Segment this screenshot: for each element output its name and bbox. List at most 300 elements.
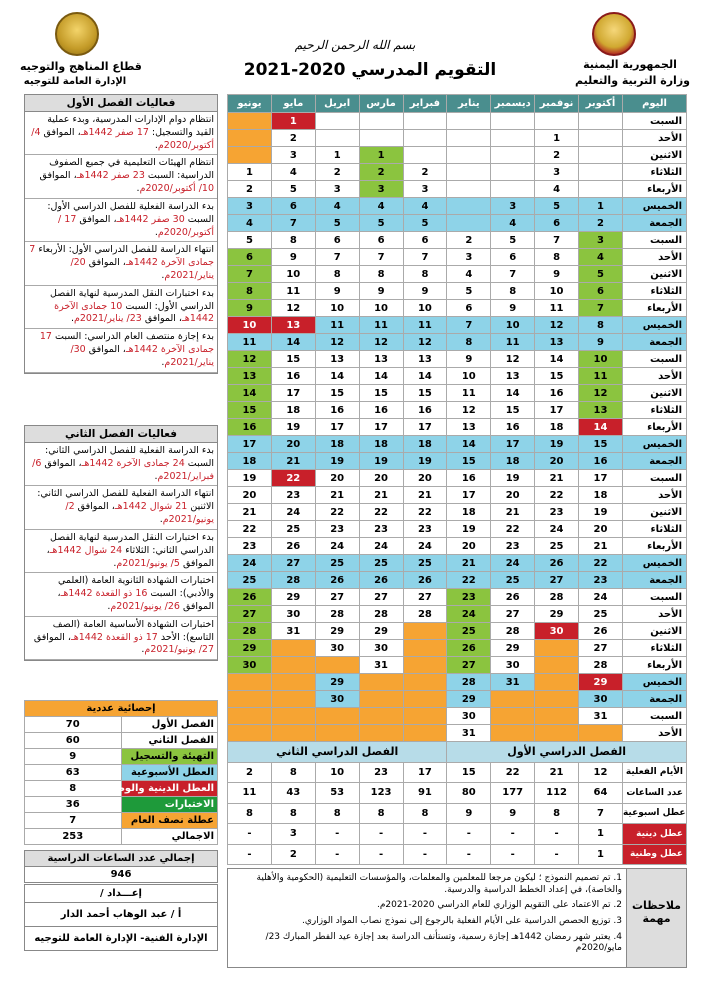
stats-label: عطلة نصف العام (121, 813, 218, 829)
calendar-day-cell: 7 (315, 249, 359, 266)
calendar-day-cell: 2 (271, 130, 315, 147)
calendar-day-cell (447, 215, 491, 232)
page-header (0, 0, 707, 92)
weekday-label: السبت (623, 708, 687, 725)
calendar-day-cell (535, 725, 579, 742)
summary-value: 64 (579, 783, 623, 804)
calendar-day-cell: 21 (579, 538, 623, 555)
calendar-day-cell: 11 (403, 317, 447, 334)
stats-value: 9 (25, 749, 122, 765)
calendar-row (228, 674, 687, 691)
hijri-date: 17 ذو القعدة 1442هـ (70, 631, 158, 643)
calendar-day-cell: 9 (315, 283, 359, 300)
calendar-day-cell: 21 (447, 555, 491, 572)
stats-value: 7 (25, 813, 122, 829)
calendar-day-cell: 6 (491, 249, 535, 266)
calendar-day-cell: 1 (359, 147, 403, 164)
calendar-day-cell: 25 (228, 572, 272, 589)
summary-row-label: عطل دينية (622, 824, 686, 845)
event-text: . (159, 514, 163, 526)
hijri-date: 21 شوال 1442هـ (114, 501, 188, 513)
calendar-row (228, 606, 687, 623)
calendar-day-cell: 4 (271, 164, 315, 181)
calendar-day-cell: 29 (271, 589, 315, 606)
calendar-day-cell (315, 657, 359, 674)
calendar-table (227, 94, 687, 742)
calendar-row (228, 538, 687, 555)
calendar-day-cell (579, 147, 623, 164)
calendar-day-cell: 9 (579, 334, 623, 351)
gregorian-date: 6/ فبراير/2021م (32, 457, 214, 482)
weekday-label: السبت (623, 470, 687, 487)
summary-value: 177 (491, 783, 535, 804)
calendar-day-cell (447, 181, 491, 198)
calendar-day-cell (271, 674, 315, 691)
calendar-row (228, 164, 687, 181)
calendar-row (228, 198, 687, 215)
weekday-label: السبت (623, 232, 687, 249)
calendar-day-cell: 26 (271, 538, 315, 555)
calendar-day-cell: 14 (579, 419, 623, 436)
calendar-day-cell: 17 (535, 402, 579, 419)
calendar-day-cell: 27 (535, 572, 579, 589)
event-item (25, 286, 217, 329)
calendar-day-cell (447, 113, 491, 130)
weekday-label: الأحد (623, 725, 687, 742)
calendar-day-cell: 12 (403, 334, 447, 351)
calendar-day-cell (271, 640, 315, 657)
calendar-day-cell: 25 (315, 555, 359, 572)
weekday-label: الاثنين (623, 385, 687, 402)
calendar-day-cell: 4 (491, 215, 535, 232)
stats-label: العطل الدينية والوطنية (121, 781, 218, 797)
calendar-day-cell: 14 (535, 351, 579, 368)
calendar-day-cell (315, 113, 359, 130)
calendar-day-cell: 23 (403, 521, 447, 538)
calendar-day-cell: 29 (491, 640, 535, 657)
calendar-day-cell (579, 725, 623, 742)
calendar-day-cell: 31 (359, 657, 403, 674)
calendar-row (228, 215, 687, 232)
calendar-day-cell: 6 (403, 232, 447, 249)
calendar-day-cell: 3 (271, 147, 315, 164)
event-text: . (161, 356, 165, 368)
event-text: بدء الدراسة الفعلية للفصل الدراسي الثاني: السبت (45, 445, 214, 469)
calendar-day-cell: 28 (228, 623, 272, 640)
summary-value: 12 (579, 762, 623, 783)
weekday-label: الأحد (623, 130, 687, 147)
total-hours-label: إجمالي عدد الساعات الدراسية (25, 851, 217, 867)
calendar-day-cell (535, 674, 579, 691)
summary-value: - (228, 844, 272, 865)
calendar-day-cell (403, 674, 447, 691)
page-title: التقويم المدرسي 2020-2021 (243, 60, 497, 80)
calendar-day-cell: 25 (491, 572, 535, 589)
calendar-row (228, 708, 687, 725)
calendar-day-cell: 13 (535, 334, 579, 351)
calendar-day-cell: 23 (447, 589, 491, 606)
calendar-day-cell: 16 (403, 402, 447, 419)
calendar-day-cell: 8 (359, 266, 403, 283)
calendar-row (228, 589, 687, 606)
stats-value: 60 (25, 733, 122, 749)
event-text: ، الموافق (85, 257, 126, 269)
prepared-by-name: أ / عبد الوهاب أحمد الدار (25, 903, 217, 927)
hijri-date: 24 جمادى الآخرة 1442هـ (81, 457, 185, 469)
calendar-day-cell: 2 (315, 164, 359, 181)
weekday-label: السبت (623, 351, 687, 368)
calendar-day-cell (359, 708, 403, 725)
calendar-day-cell: 22 (447, 572, 491, 589)
yemen-eagle-emblem-icon (592, 12, 636, 56)
stats-label: الاختبارات (121, 797, 218, 813)
summary-row (228, 783, 687, 804)
calendar-day-cell: 19 (271, 419, 315, 436)
calendar-day-cell: 26 (403, 572, 447, 589)
calendar-day-cell: 8 (579, 317, 623, 334)
calendar-day-cell (271, 657, 315, 674)
summary-row (228, 824, 687, 845)
calendar-day-cell: 25 (271, 521, 315, 538)
hijri-date: 24 شوال 1442هـ (49, 544, 123, 556)
summary-value: 8 (271, 803, 315, 824)
summary-value: 7 (579, 803, 623, 824)
calendar-day-cell: 25 (535, 538, 579, 555)
calendar-day-cell: 20 (228, 487, 272, 504)
summary-value: 112 (535, 783, 579, 804)
calendar-day-cell: 26 (579, 623, 623, 640)
calendar-day-cell: 12 (535, 317, 579, 334)
calendar-day-cell: 14 (359, 368, 403, 385)
calendar-day-cell: 5 (579, 266, 623, 283)
calendar-day-cell: 31 (271, 623, 315, 640)
calendar-day-cell: 27 (271, 555, 315, 572)
gregorian-date: 17 / أكتوبر/2020م (58, 213, 214, 238)
calendar-day-cell: 22 (491, 521, 535, 538)
calendar-day-cell: 20 (535, 453, 579, 470)
summary-value: - (403, 844, 447, 865)
calendar-day-cell: 20 (491, 487, 535, 504)
calendar-day-cell: 5 (447, 283, 491, 300)
summary-value: 22 (491, 762, 535, 783)
calendar-day-cell (403, 147, 447, 164)
event-text: انتظام دوام الإدارات المدرسية، وبدء عملية القيد والتسجيل: (47, 114, 214, 138)
gregorian-date: 5/ يونيو/2021م (116, 557, 180, 569)
calendar-day-cell: 18 (315, 436, 359, 453)
event-item (25, 199, 217, 242)
calendar-day-cell: 28 (447, 674, 491, 691)
calendar-day-cell: 1 (271, 113, 315, 130)
calendar-day-cell: 22 (579, 555, 623, 572)
event-text: بدء الدراسة الفعلية للفصل الدراسي الأول: السبت (47, 200, 214, 225)
gregorian-date: 30/ يناير/2021م (70, 344, 214, 368)
calendar-day-cell: 2 (579, 215, 623, 232)
calendar-row (228, 130, 687, 147)
right-header-line2: وزارة التربية والتعليم (575, 74, 690, 87)
weekday-label: الجمعة (623, 334, 687, 351)
calendar-day-cell: 11 (535, 300, 579, 317)
calendar-day-cell (491, 164, 535, 181)
calendar-day-cell: 7 (491, 266, 535, 283)
calendar-column-header: اليوم (623, 95, 687, 113)
calendar-row (228, 334, 687, 351)
hijri-date: 23 صفر 1442هـ (76, 170, 145, 182)
calendar-day-cell: 5 (228, 232, 272, 249)
calendar-day-cell: 10 (359, 300, 403, 317)
calendar-day-cell: 16 (359, 402, 403, 419)
event-text: انتهاء الدراسة للفصل الدراسي الأول: الأربعاء (35, 244, 214, 256)
weekday-label: الاثنين (623, 266, 687, 283)
note-item: 3. توزيع الحصص الدراسية على الأيام الفعلية بالرجوع إلى نموذج نصاب المواد الوزاري. (301, 916, 622, 927)
calendar-day-cell: 2 (447, 232, 491, 249)
summary-row-label: عدد الساعات (622, 783, 686, 804)
calendar-day-cell: 23 (535, 504, 579, 521)
calendar-day-cell: 31 (491, 674, 535, 691)
prepared-by-org: الإدارة الفنية- الإدارة العامة للتوجيه (34, 933, 208, 944)
note-item: 2. تم الاعتماد على التقويم الوزاري للعام الدراسي 2020-2021م. (376, 900, 622, 911)
calendar-day-cell: 10 (403, 300, 447, 317)
weekday-label: الجمعة (623, 453, 687, 470)
calendar-day-cell: 13 (271, 317, 315, 334)
calendar-day-cell: 20 (579, 521, 623, 538)
calendar-day-cell: 30 (315, 691, 359, 708)
hijri-date: 10 جمادى الآخرة 1442هـ (54, 300, 214, 325)
calendar-day-cell: 13 (579, 402, 623, 419)
weekday-label: الاثنين (623, 504, 687, 521)
calendar-day-cell: 17 (491, 436, 535, 453)
calendar-column-header: فبراير (403, 95, 447, 113)
calendar-day-cell: 4 (359, 198, 403, 215)
stats-title: إحصائية عددية (25, 701, 218, 717)
calendar-day-cell (228, 147, 272, 164)
calendar-day-cell (228, 113, 272, 130)
stats-label: الفصل الأول (121, 717, 218, 733)
event-item (25, 530, 217, 573)
calendar-day-cell: 26 (447, 640, 491, 657)
calendar-day-cell: 29 (315, 674, 359, 691)
event-item (25, 486, 217, 529)
calendar-day-cell: 12 (271, 300, 315, 317)
summary-row (228, 762, 687, 783)
calendar-day-cell (403, 130, 447, 147)
calendar-day-cell: 11 (228, 334, 272, 351)
gregorian-date: 20/ يناير/2021م (70, 257, 214, 281)
summary-value: - (403, 824, 447, 845)
summary-value: - (535, 824, 579, 845)
calendar-day-cell: 17 (228, 436, 272, 453)
event-text: ، الموافق (76, 213, 117, 225)
calendar-day-cell: 18 (271, 402, 315, 419)
calendar-day-cell: 30 (535, 623, 579, 640)
weekday-label: الأربعاء (623, 538, 687, 555)
calendar-day-cell: 4 (579, 249, 623, 266)
gregorian-date: 27/ يونيو/2021م (144, 644, 214, 656)
calendar-day-cell: 5 (271, 181, 315, 198)
term2-summary-header: الفصل الدراسي الثاني (228, 742, 447, 763)
weekday-label: الثلاثاء (623, 521, 687, 538)
calendar-row (228, 147, 687, 164)
calendar-row (228, 385, 687, 402)
calendar-day-cell: 17 (359, 419, 403, 436)
calendar-day-cell: 13 (403, 351, 447, 368)
weekday-label: الثلاثاء (623, 640, 687, 657)
calendar-day-cell (403, 708, 447, 725)
calendar-header-row (228, 95, 687, 113)
calendar-day-cell: 25 (579, 606, 623, 623)
calendar-row (228, 181, 687, 198)
calendar-day-cell: 7 (271, 215, 315, 232)
calendar-day-cell: 23 (359, 521, 403, 538)
term1-events-panel (24, 94, 218, 374)
calendar-day-cell: 27 (447, 657, 491, 674)
calendar-day-cell (271, 725, 315, 742)
calendar-row (228, 504, 687, 521)
calendar-day-cell: 19 (228, 470, 272, 487)
event-text: ، الموافق (85, 344, 126, 355)
calendar-day-cell (535, 640, 579, 657)
calendar-day-cell: 19 (491, 470, 535, 487)
calendar-day-cell: 30 (315, 640, 359, 657)
calendar-day-cell (228, 708, 272, 725)
calendar-day-cell: 16 (271, 368, 315, 385)
calendar-day-cell: 26 (491, 589, 535, 606)
calendar-day-cell: 27 (579, 640, 623, 657)
calendar-day-cell: 8 (491, 283, 535, 300)
calendar-row (228, 691, 687, 708)
gregorian-date: 26/ يونيو/2021م (110, 600, 180, 612)
event-text: ، الموافق (46, 544, 214, 569)
calendar-day-cell: 5 (315, 215, 359, 232)
summary-value: 91 (403, 783, 447, 804)
calendar-day-cell: 11 (491, 334, 535, 351)
calendar-day-cell: 7 (535, 232, 579, 249)
calendar-day-cell: 23 (271, 487, 315, 504)
prepared-by-title: إعـــداد / (25, 885, 217, 903)
calendar-day-cell: 24 (535, 521, 579, 538)
weekday-label: الأربعاء (623, 657, 687, 674)
calendar-column-header: يناير (447, 95, 491, 113)
calendar-day-cell (535, 708, 579, 725)
calendar-day-cell (535, 113, 579, 130)
calendar-day-cell: 21 (359, 487, 403, 504)
stats-value: 36 (25, 797, 122, 813)
calendar-day-cell: 20 (271, 436, 315, 453)
calendar-day-cell (228, 674, 272, 691)
event-item (25, 329, 217, 372)
calendar-day-cell: 23 (228, 538, 272, 555)
calendar-day-cell: 1 (579, 198, 623, 215)
summary-row (228, 844, 687, 865)
calendar-day-cell: 5 (535, 198, 579, 215)
summary-value: 2 (228, 762, 272, 783)
calendar-day-cell: 15 (271, 351, 315, 368)
total-hours-box (24, 850, 218, 883)
calendar-day-cell: 7 (447, 317, 491, 334)
stats-row (25, 829, 218, 845)
calendar-day-cell: 8 (535, 249, 579, 266)
calendar-day-cell: 21 (271, 453, 315, 470)
summary-value: - (535, 844, 579, 865)
calendar-day-cell: 30 (491, 657, 535, 674)
calendar-day-cell: 27 (315, 589, 359, 606)
stats-row (25, 765, 218, 781)
calendar-day-cell: 16 (579, 453, 623, 470)
weekday-label: الأحد (623, 368, 687, 385)
calendar-day-cell: 14 (228, 385, 272, 402)
summary-value: - (359, 824, 403, 845)
calendar-day-cell: 19 (447, 521, 491, 538)
calendar-row (228, 470, 687, 487)
calendar-day-cell: 6 (535, 215, 579, 232)
calendar-day-cell: 27 (228, 606, 272, 623)
stats-label: العطل الأسبوعية (121, 765, 218, 781)
event-text: . (141, 644, 145, 656)
calendar-day-cell: 30 (579, 691, 623, 708)
summary-value: 23 (359, 762, 403, 783)
calendar-day-cell: 29 (535, 606, 579, 623)
summary-value: 9 (491, 803, 535, 824)
summary-row (228, 803, 687, 824)
stats-row (25, 813, 218, 829)
calendar-day-cell: 13 (447, 419, 491, 436)
term2-events-panel (24, 425, 218, 661)
calendar-day-cell: 9 (535, 266, 579, 283)
calendar-day-cell: 4 (403, 198, 447, 215)
calendar-day-cell: 31 (579, 708, 623, 725)
calendar-day-cell: 5 (403, 215, 447, 232)
calendar-day-cell (535, 691, 579, 708)
event-text: ، الموافق (141, 313, 183, 325)
event-text: . (154, 139, 158, 151)
weekday-label: الأحد (623, 249, 687, 266)
calendar-column-header: ابريل (315, 95, 359, 113)
calendar-day-cell (228, 691, 272, 708)
calendar-day-cell: 11 (447, 385, 491, 402)
calendar-day-cell: 11 (579, 368, 623, 385)
left-header-line2: الإدارة العامة للتوجيه (23, 76, 127, 87)
event-item (25, 112, 217, 155)
calendar-row (228, 623, 687, 640)
calendar-day-cell: 28 (535, 589, 579, 606)
calendar-day-cell: 10 (579, 351, 623, 368)
calendar-day-cell: 27 (359, 589, 403, 606)
summary-value: 43 (271, 783, 315, 804)
calendar-day-cell: 17 (271, 385, 315, 402)
calendar-day-cell: 1 (535, 130, 579, 147)
calendar-day-cell: 9 (491, 300, 535, 317)
calendar-day-cell: 15 (359, 385, 403, 402)
event-text: . (113, 557, 117, 569)
calendar-day-cell: 4 (228, 215, 272, 232)
calendar-day-cell: 25 (403, 555, 447, 572)
calendar-column-header: أكتوبر (579, 95, 623, 113)
calendar-day-cell: 15 (579, 436, 623, 453)
calendar-day-cell (491, 708, 535, 725)
stats-row (25, 717, 218, 733)
calendar-day-cell: 12 (579, 385, 623, 402)
calendar-day-cell (315, 130, 359, 147)
event-text: بدء اختبارات النقل المدرسية لنهاية الفصل الدراسي الأول: السبت (50, 287, 214, 312)
weekday-label: الأحد (623, 487, 687, 504)
weekday-label: الخميس (623, 436, 687, 453)
calendar-day-cell: 10 (228, 317, 272, 334)
weekday-label: الاثنين (623, 147, 687, 164)
calendar-day-cell: 22 (228, 521, 272, 538)
calendar-day-cell: 17 (403, 419, 447, 436)
calendar-day-cell: 9 (447, 351, 491, 368)
calendar-row (228, 453, 687, 470)
calendar-day-cell: 16 (447, 470, 491, 487)
